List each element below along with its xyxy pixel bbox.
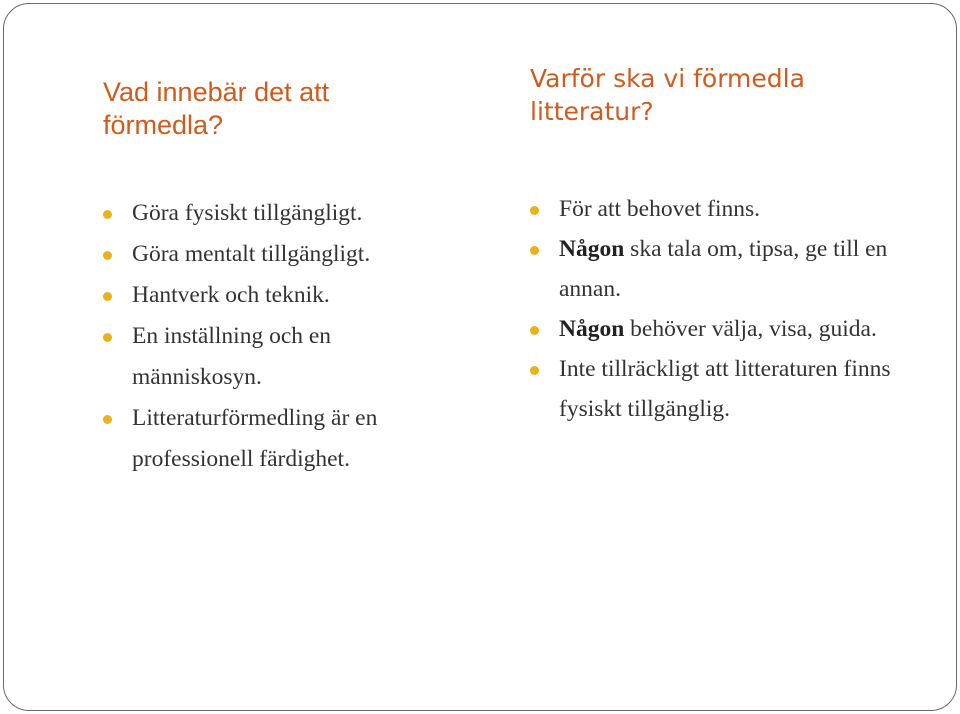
list-item-text: För att behovet finns. [559,196,761,222]
bullet-dot-icon [103,333,112,342]
bullet-dot-icon [103,251,112,260]
list-item [530,229,920,309]
list-item [103,316,453,398]
bullet-dot-icon [530,366,539,375]
bullet-dot-icon [530,206,539,215]
list-item-text: Litteraturförmedling är en professionell färdighet. [132,405,378,472]
right-column-title: Varför ska vi förmedla litteratur? [530,64,805,126]
list-item-text: En inställning och en människosyn. [132,323,332,390]
list-item [103,234,453,275]
list-item [530,309,920,349]
list-item-text: behöver välja, visa, guida. [624,316,877,342]
list-item [103,275,453,316]
bullet-dot-icon [530,326,539,335]
list-item-lead: Någon [559,316,625,342]
bullet-dot-icon [103,292,112,301]
list-item-text: Göra mentalt tillgängligt. [132,241,371,267]
list-item-text: Hantverk och teknik. [132,282,330,308]
list-item [530,189,920,229]
list-item [530,349,920,429]
list-item-text: Inte tillräckligt att litteraturen finns fysiskt tillgänglig. [559,356,891,422]
left-column-title: Vad innebär det att förmedla? [103,77,330,140]
list-item-text: Göra fysiskt tillgängligt. [132,200,363,226]
left-bullet-list [103,193,453,480]
list-item-lead: Någon [559,236,625,262]
bullet-dot-icon [103,415,112,424]
right-bullet-list [530,189,920,429]
bullet-dot-icon [103,210,112,219]
bullet-dot-icon [530,246,539,255]
list-item-text: ska tala om, tipsa, ge till en annan. [559,236,888,302]
list-item [103,398,453,480]
list-item [103,193,453,234]
